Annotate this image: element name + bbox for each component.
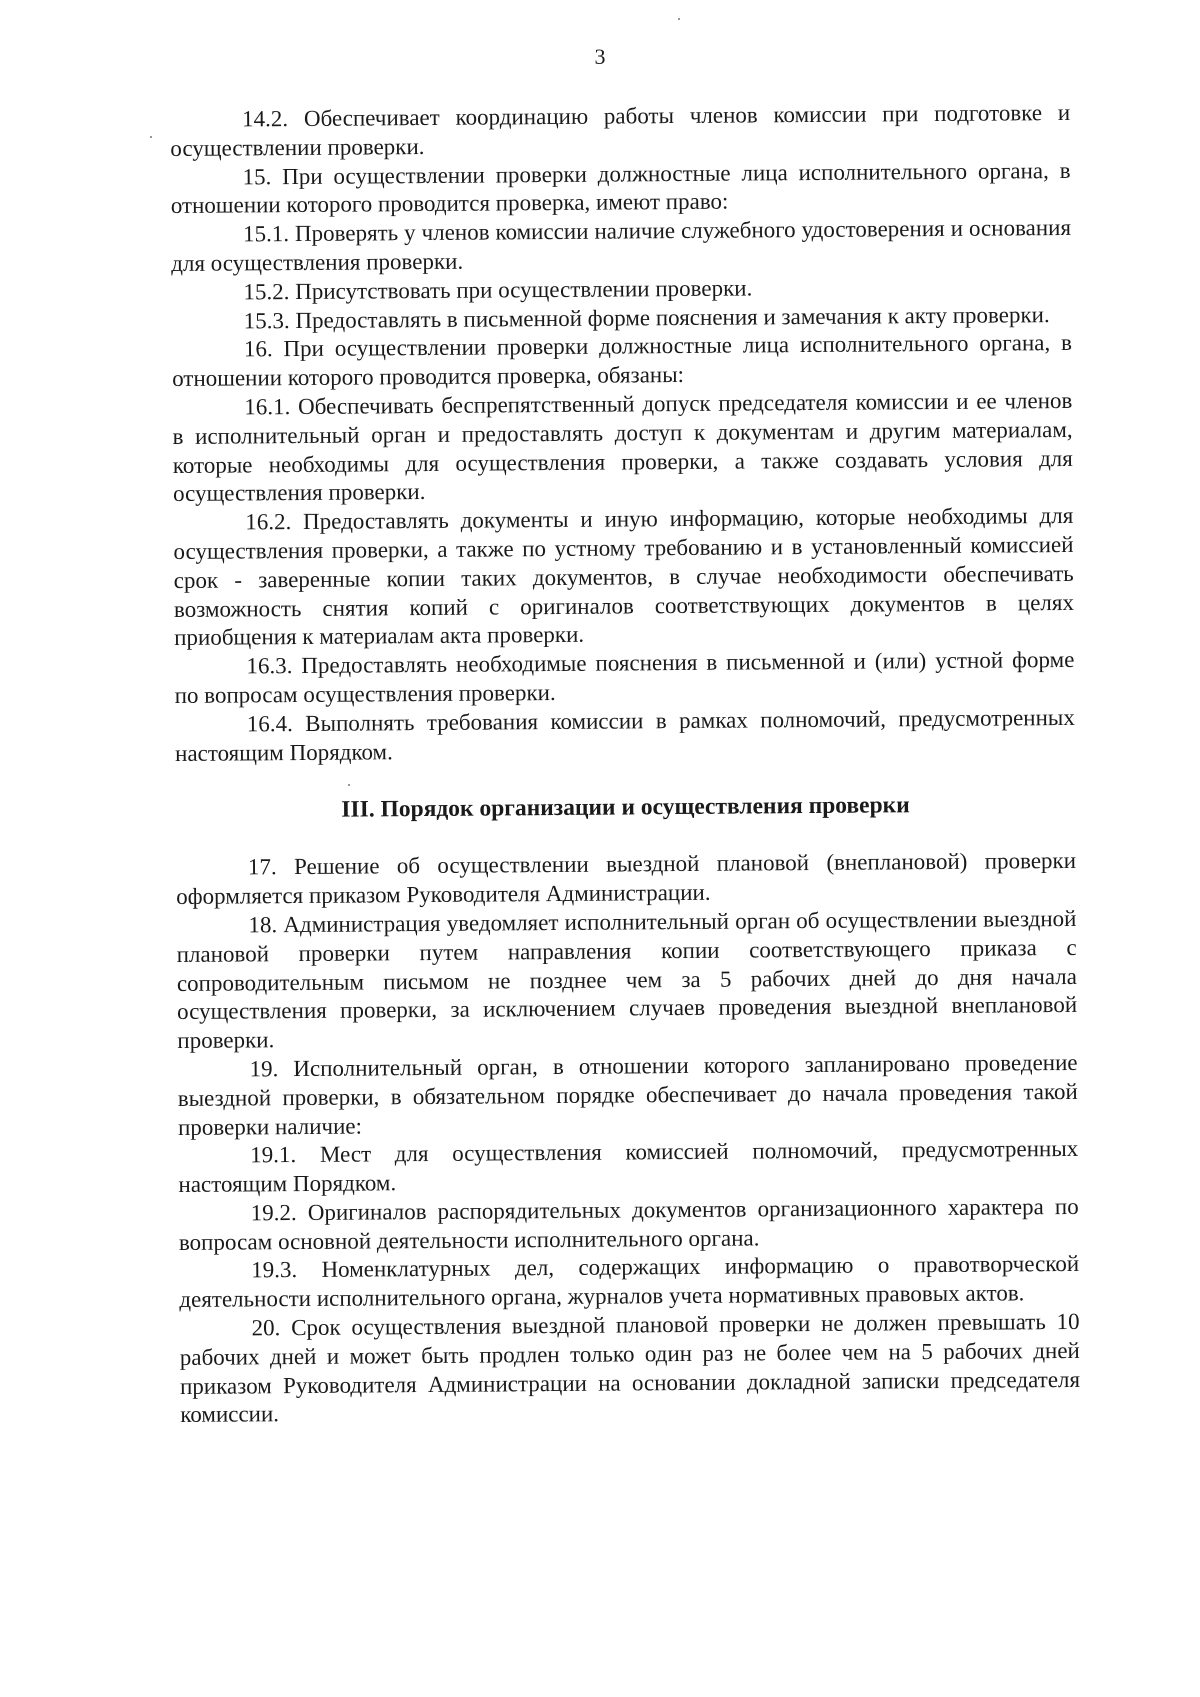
- paragraph-17: 17. Решение об осуществлении выездной плановой (внеплановой) проверки оформляется приказом Руководителя Администрации.: [176, 848, 1077, 910]
- scan-speck: [678, 18, 680, 20]
- paragraph-16-3: 16.3. Предоставлять необходимые пояснения в письменной и (или) устной форме по вопросам осуществления проверки.: [174, 647, 1075, 708]
- paragraph-18: 18. Администрация уведомляет исполнительный орган об осуществлении выездной плановой проверки путем направления копии соответствующего приказа с сопроводительным письмом не позднее чем за 5 рабочих дней до дня начала осуществления проверки, за исключением случаев проведения выездной внеплановой проверки.: [176, 905, 1078, 1054]
- paragraph-19-2: 19.2. Оригиналов распорядительных документов организационного характера по вопросам основной деятельности исполнительного органа.: [178, 1193, 1079, 1255]
- page-number: 3: [594, 44, 606, 69]
- paragraph-15-3: 15.3. Предоставлять в письменной форме пояснения и замечания к акту проверки.: [243, 301, 1050, 334]
- paragraph-15-2: 15.2. Присутствовать при осуществлении проверки.: [243, 275, 753, 305]
- section-heading: III. Порядок организации и осуществления проверки: [341, 792, 910, 824]
- document-body: [170, 99, 1080, 1430]
- paragraph-16: 16. При осуществлении проверки должностные лица исполнительного органа, в отношении которого проводится проверка, обязаны:: [172, 330, 1072, 392]
- paragraph-16-2: 16.2. Предоставлять документы и иную информацию, которые необходимы для осуществления проверки, а также по устному требованию и в установленный комиссией срок - заверенные копии таких документов, в случае необходимости обеспечивать возможность снятия копий с оригиналов соответствующих документов в целях приобщения к материалам акта проверки.: [173, 503, 1075, 651]
- paragraph-19-3: 19.3. Номенклатурных дел, содержащих информацию о правотворческой деятельности исполнительного органа, журналов учета нормативных правовых актов.: [179, 1251, 1080, 1313]
- paragraph-20: 20. Срок осуществления выездной плановой проверки не должен превышать 10 рабочих дней и может быть продлен только один раз не более чем на 5 рабочих дней приказом Руководителя Администрации на основании докладной записки председателя комиссии.: [179, 1308, 1081, 1428]
- paragraph-16-1: 16.1. Обеспечивать беспрепятственный допуск председателя комиссии и ее членов в исполнительный орган и предоставлять доступ к документам и другим материалам, которые необходимы для осуществления проверки, а также создавать условия для осуществления проверки.: [172, 387, 1073, 507]
- paragraph-14-2: 14.2. Обеспечивает координацию работы членов комиссии при подготовке и осуществлении проверки.: [170, 99, 1071, 161]
- paragraph-16-4: 16.4. Выполнять требования комиссии в рамках полномочий, предусмотренных настоящим Порядком.: [174, 704, 1075, 766]
- paragraph-15: 15. При осуществлении проверки должностные лица исполнительного органа, в отношении которого проводится проверка, имеют право:: [170, 157, 1071, 219]
- scan-speck: [150, 136, 152, 138]
- paragraph-19: 19. Исполнительный орган, в отношении которого запланировано проведение выездной проверки, в обязательном порядке обеспечивает до начала проведения такой проверки наличие:: [177, 1049, 1078, 1140]
- paragraph-15-1: 15.1. Проверять у членов комиссии наличие служебного удостоверения и основания для осуществления проверки.: [171, 215, 1072, 276]
- paragraph-19-1: 19.1. Мест для осуществления комиссией полномочий, предусмотренных настоящим Порядком.: [178, 1136, 1079, 1198]
